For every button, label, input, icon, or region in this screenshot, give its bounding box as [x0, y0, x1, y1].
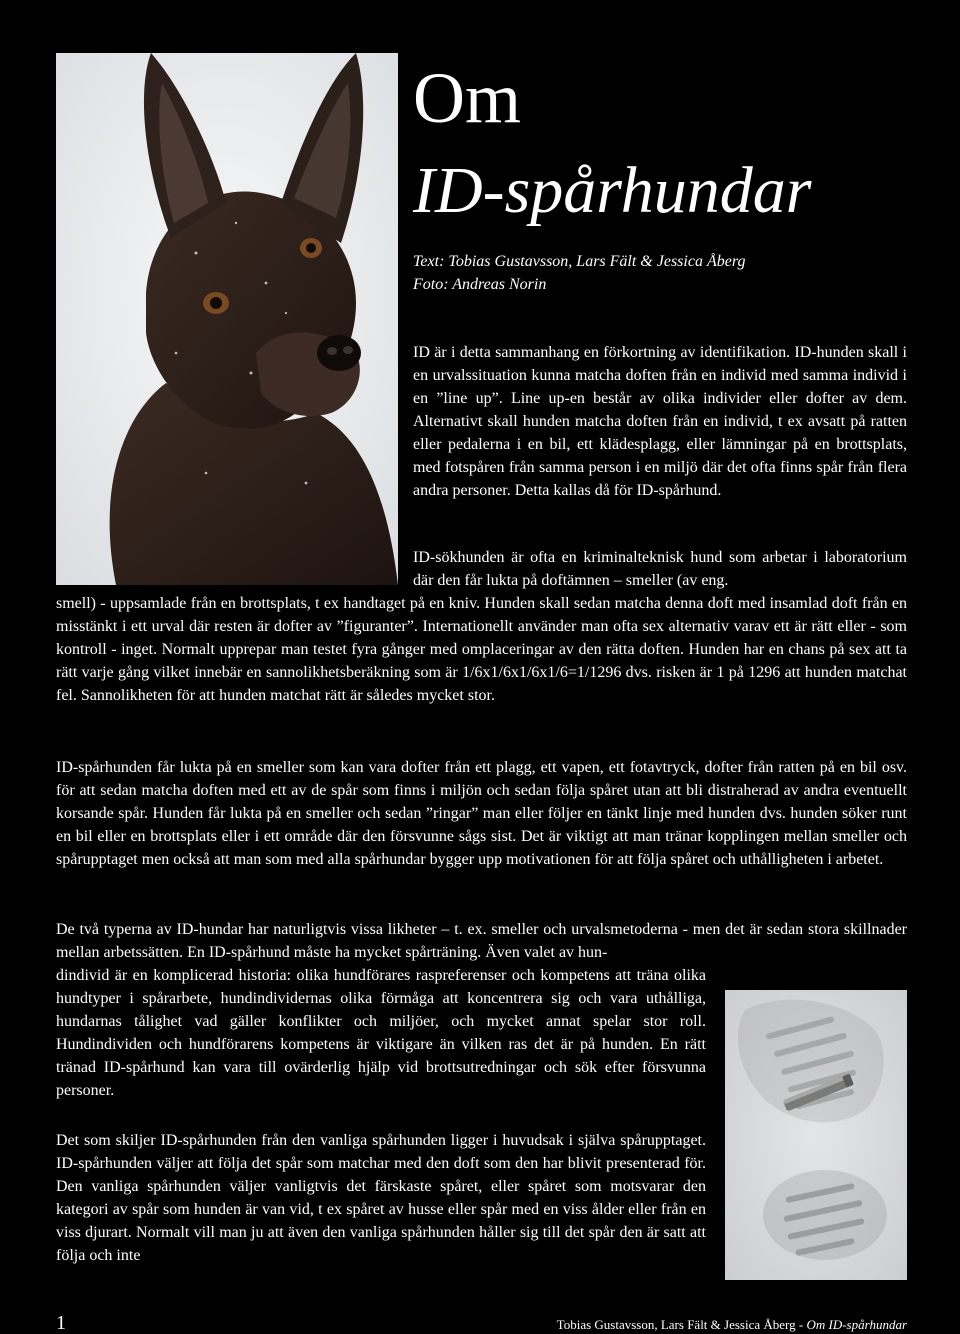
footprint-in-snow-photo — [725, 990, 907, 1280]
paragraph-1-text: ID är i detta sammanhang en förkortning av identifikation. ID-hunden skall i en urvalssituation kunna matcha doften från en individ med samma individ i en ”line up”. Line up-en består av olika individer eller dofter av dem. Alternativt skall hunden matcha doften från en individ, t ex avsatt på ratten eller pedalerna i en bil, ett klädesplagg, eller lämningar på en brottsplats, med fotspåren från samma person i en miljö där det ofta finns spår från flera andra personer. Detta kallas då för ID-spårhund. — [413, 344, 907, 499]
page-number: 1 — [56, 1312, 66, 1334]
paragraph-4-part-2-text: dindivid är en komplicerad historia: olika hundförares raspreferenser och kompetens att träna olika hundtyper i spårarbete, hundindividernas olika förmåga att koncentrera sig och vara uthålliga, hundarnas tålighet vad gäller konflikter och miljöer, och mycket annat spelar stor roll. Hundindividen och hundförarens kompetens är viktigare än vilken ras det är på hunden. En rätt tränad ID-spårhund kan vara till ovärderlig hjälp vid brottsutredningar och sök efter försvunna personer. — [56, 967, 706, 1099]
paragraph-2-part-2-text: smell) - uppsamlade från en brottsplats, t ex handtaget på en kniv. Hunden skall sedan matcha denna doft med insamlad doft från en misstänkt i ett urval där resten är dofter av ”figuranter”. Internationellt använder man ofta sex alternativ varav ett är rätt eller - som kontroll - inget. Normalt upprepar man testet fyra gånger med omplaceringar av den rätta doften. Hunden har en chans på sex att ta rätt varje gång vilket innebär en sannolikhetsberäkning som är 1/6x1/6x1/6x1/6=1/1296 dvs. risken är 1 på 1296 att hunden matchat fel. Sannolikheten för att hunden matchat rätt är således mycket stor. — [56, 595, 907, 704]
paragraph-4-part-1 — [56, 918, 907, 964]
paragraph-4-part-1-text: De två typerna av ID-hundar har naturligtvis vissa likheter – t. ex. smeller och urvalsmetoderna - men det är sedan stora skillnader mellan arbetssätten. En ID-spårhund måste ha mycket spårträning. Även valet av hun- — [56, 921, 907, 961]
paragraph-4-part-2 — [56, 964, 706, 1102]
footer-separator: - — [795, 1317, 807, 1332]
paragraph-2-part-1 — [413, 546, 907, 592]
footer-credit — [557, 1318, 907, 1331]
paragraph-5 — [56, 1129, 706, 1267]
credits — [413, 250, 745, 296]
credit-photo: Foto: Andreas Norin — [413, 276, 547, 293]
dog-photo — [56, 53, 398, 585]
footer-authors: Tobias Gustavsson, Lars Fält & Jessica Åberg — [556, 1317, 796, 1332]
paragraph-2-part-2 — [56, 592, 907, 707]
paragraph-1 — [413, 341, 907, 502]
paragraph-3-text: ID-spårhunden får lukta på en smeller som kan vara dofter från ett plagg, ett vapen, ett fotavtryck, dofter från ratten på en bil osv. för att sedan matcha doften med ett av de spår som finns i miljön och sedan följa spåret utan att bli distraherad av andra eventuellt korsande spår. Hunden får lukta på en smeller och sedan ”ringar” man eller följer en tänkt linje med hunden dvs. hunden söker runt en bil eller en brottsplats eller i ett område där den försvunne sågs sist. Det är viktigt att man tränar kopplingen mellan smeller och spårupptaget men också att man som med alla spårhundar bygger upp motivationen för att följa spåret och uthålligheten i arbetet. — [56, 759, 907, 868]
title-line-1: Om — [413, 58, 521, 138]
paragraph-2-part-1-text: ID-sökhunden är ofta en kriminalteknisk hund som arbetar i laboratorium där den får lukta på doftämnen – smeller (av eng. — [413, 549, 907, 589]
title-line-2: ID-spårhundar — [413, 154, 812, 227]
footer-article-title: Om ID-spårhundar — [806, 1317, 907, 1332]
paragraph-5-text: Det som skiljer ID-spårhunden från den vanliga spårhunden ligger i huvudsak i själva spårupptaget. ID-spårhunden väljer att följa det spår som matchar med den doft som den har blivit presenterad för. Den vanliga spårhunden väljer vanligtvis det färskaste spåret, eller spåret som motsvarar den kategori av spår som hunden är van vid, t ex spåret av husse eller spår med en viss ålder eller från en viss djurart. Normalt vill man ju att även den vanliga spårhunden håller sig till det spår den är satt att följa och inte — [56, 1132, 706, 1264]
credit-text: Text: Tobias Gustavsson, Lars Fält & Jessica Åberg — [413, 253, 746, 270]
paragraph-3 — [56, 756, 907, 871]
